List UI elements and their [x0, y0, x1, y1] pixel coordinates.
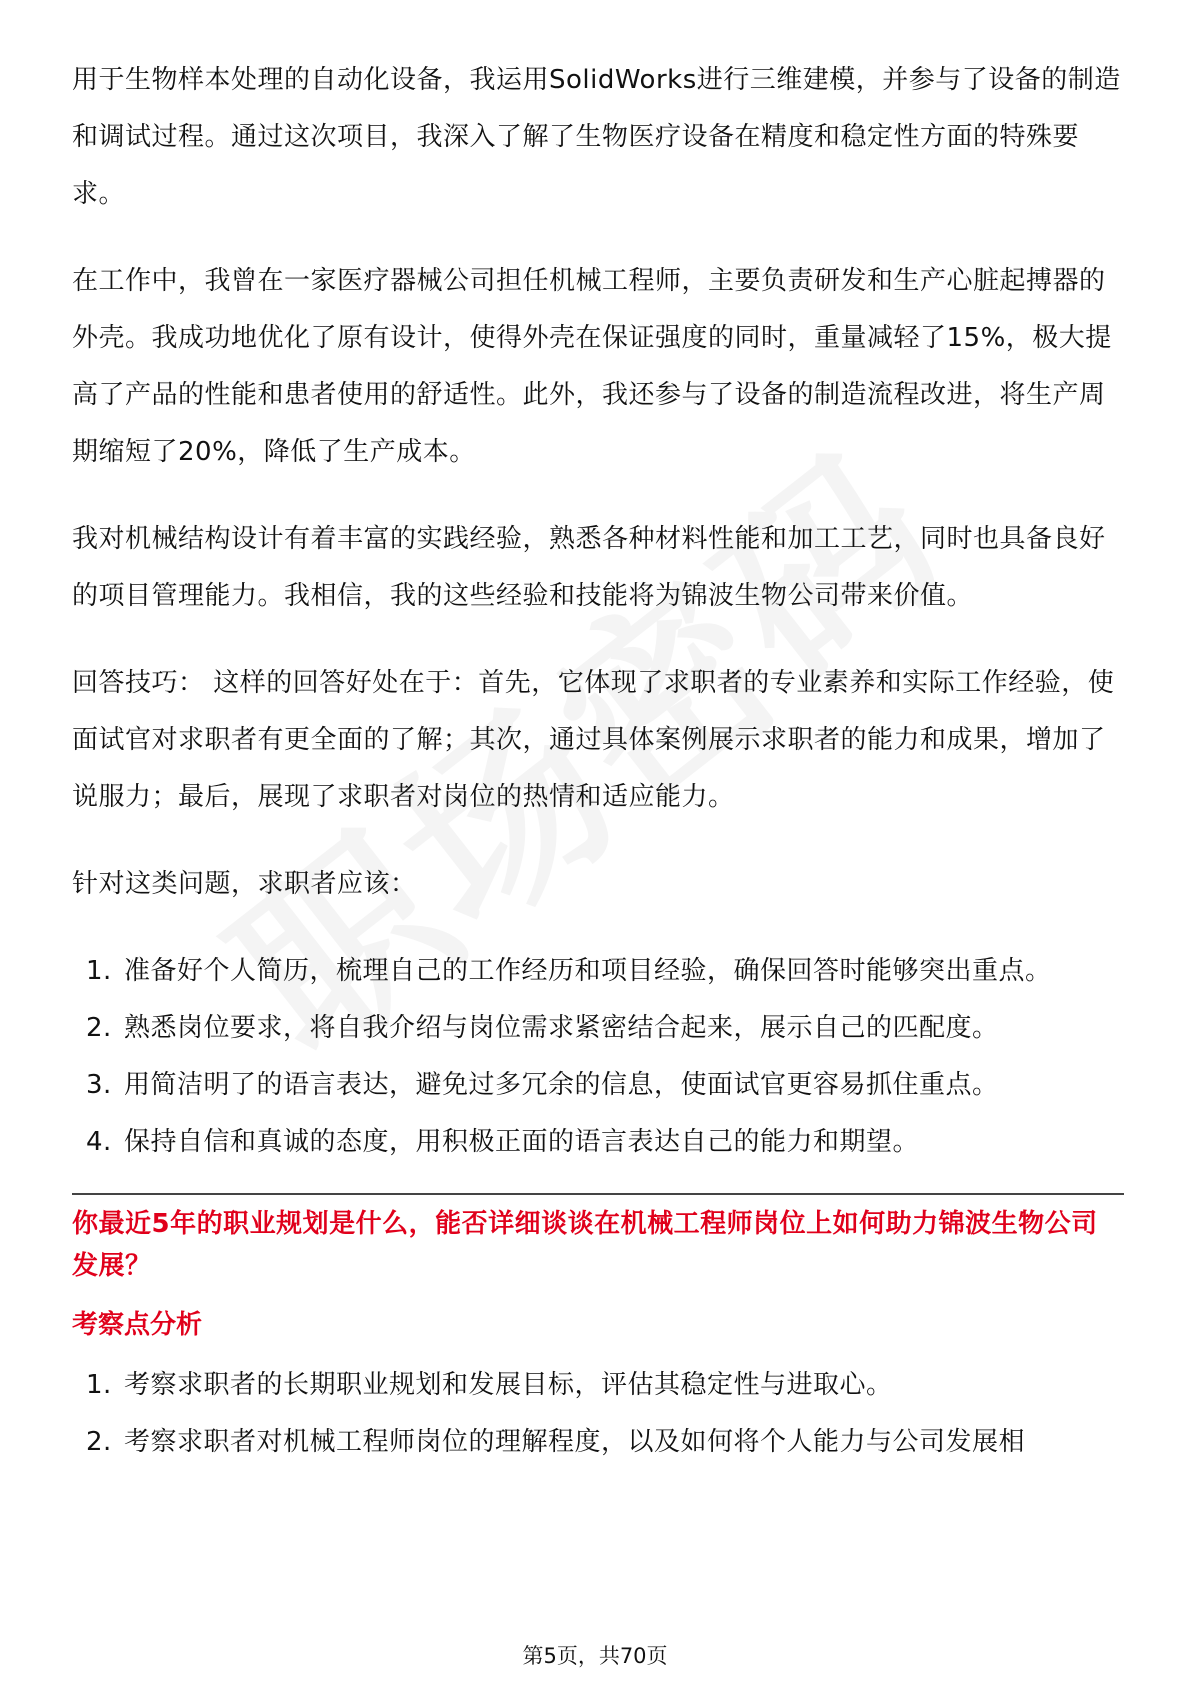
page-content: [72, 52, 1124, 1493]
list-item: [72, 1000, 1124, 1057]
list-number: 2.: [86, 1013, 112, 1043]
list-number: 4.: [86, 1127, 112, 1157]
list-text: 考察求职者对机械工程师岗位的理解程度，以及如何将个人能力与公司发展相: [124, 1427, 1026, 1457]
paragraph-advice-intro: 针对这类问题，求职者应该：: [72, 869, 417, 899]
list-number: 1.: [86, 956, 112, 986]
list-text: 保持自信和真诚的态度，用积极正面的语言表达自己的能力和期望。: [124, 1127, 920, 1157]
analysis-heading: 考察点分析: [72, 1310, 203, 1340]
list-text: 准备好个人简历，梳理自己的工作经历和项目经验，确保回答时能够突出重点。: [124, 956, 1052, 986]
list-text: 熟悉岗位要求，将自我介绍与岗位需求紧密结合起来，展示自己的匹配度。: [124, 1013, 999, 1043]
paragraph-work-experience: 在工作中，我曾在一家医疗器械公司担任机械工程师，主要负责研发和生产心脏起搏器的外壳。我成功地优化了原有设计，使得外壳在保证强度的同时，重量减轻了15%，极大提高了产品的性能和患者使用的舒适性。此外，我还参与了设备的制造流程改进，将生产周期缩短了20%，降低了生产成本。: [72, 266, 1112, 467]
list-number: 2.: [86, 1427, 112, 1457]
list-text: 用简洁明了的语言表达，避免过多冗余的信息，使面试官更容易抓住重点。: [124, 1070, 999, 1100]
paragraph-skills: 我对机械结构设计有着丰富的实践经验，熟悉各种材料性能和加工工艺，同时也具备良好的项目管理能力。我相信，我的这些经验和技能将为锦波生物公司带来价值。: [72, 524, 1106, 611]
page-number-footer: 第5页，共70页: [522, 1644, 668, 1668]
paragraph-answer-tips: 回答技巧： 这样的回答好处在于：首先，它体现了求职者的专业素养和实际工作经验，使面试官对求职者有更全面的了解；其次，通过具体案例展示求职者的能力和成果，增加了说服力；最后，展现了求职者对岗位的热情和适应能力。: [72, 668, 1115, 812]
paragraph-project-experience: 用于生物样本处理的自动化设备，我运用SolidWorks进行三维建模，并参与了设备的制造和调试过程。通过这次项目，我深入了解了生物医疗设备在精度和稳定性方面的特殊要求。: [72, 65, 1121, 209]
advice-list: [72, 943, 1124, 1171]
list-number: 1.: [86, 1370, 112, 1400]
list-item: [72, 943, 1124, 1000]
list-text: 考察求职者的长期职业规划和发展目标，评估其稳定性与进取心。: [124, 1370, 893, 1400]
list-item: [72, 1357, 1124, 1414]
list-item: [72, 1414, 1124, 1471]
list-item: [72, 1057, 1124, 1114]
analysis-list: [72, 1357, 1124, 1471]
section-divider: [72, 1193, 1124, 1195]
list-number: 3.: [86, 1070, 112, 1100]
interview-question: 你最近5年的职业规划是什么，能否详细谈谈在机械工程师岗位上如何助力锦波生物公司发展？: [72, 1209, 1098, 1281]
list-item: [72, 1114, 1124, 1171]
